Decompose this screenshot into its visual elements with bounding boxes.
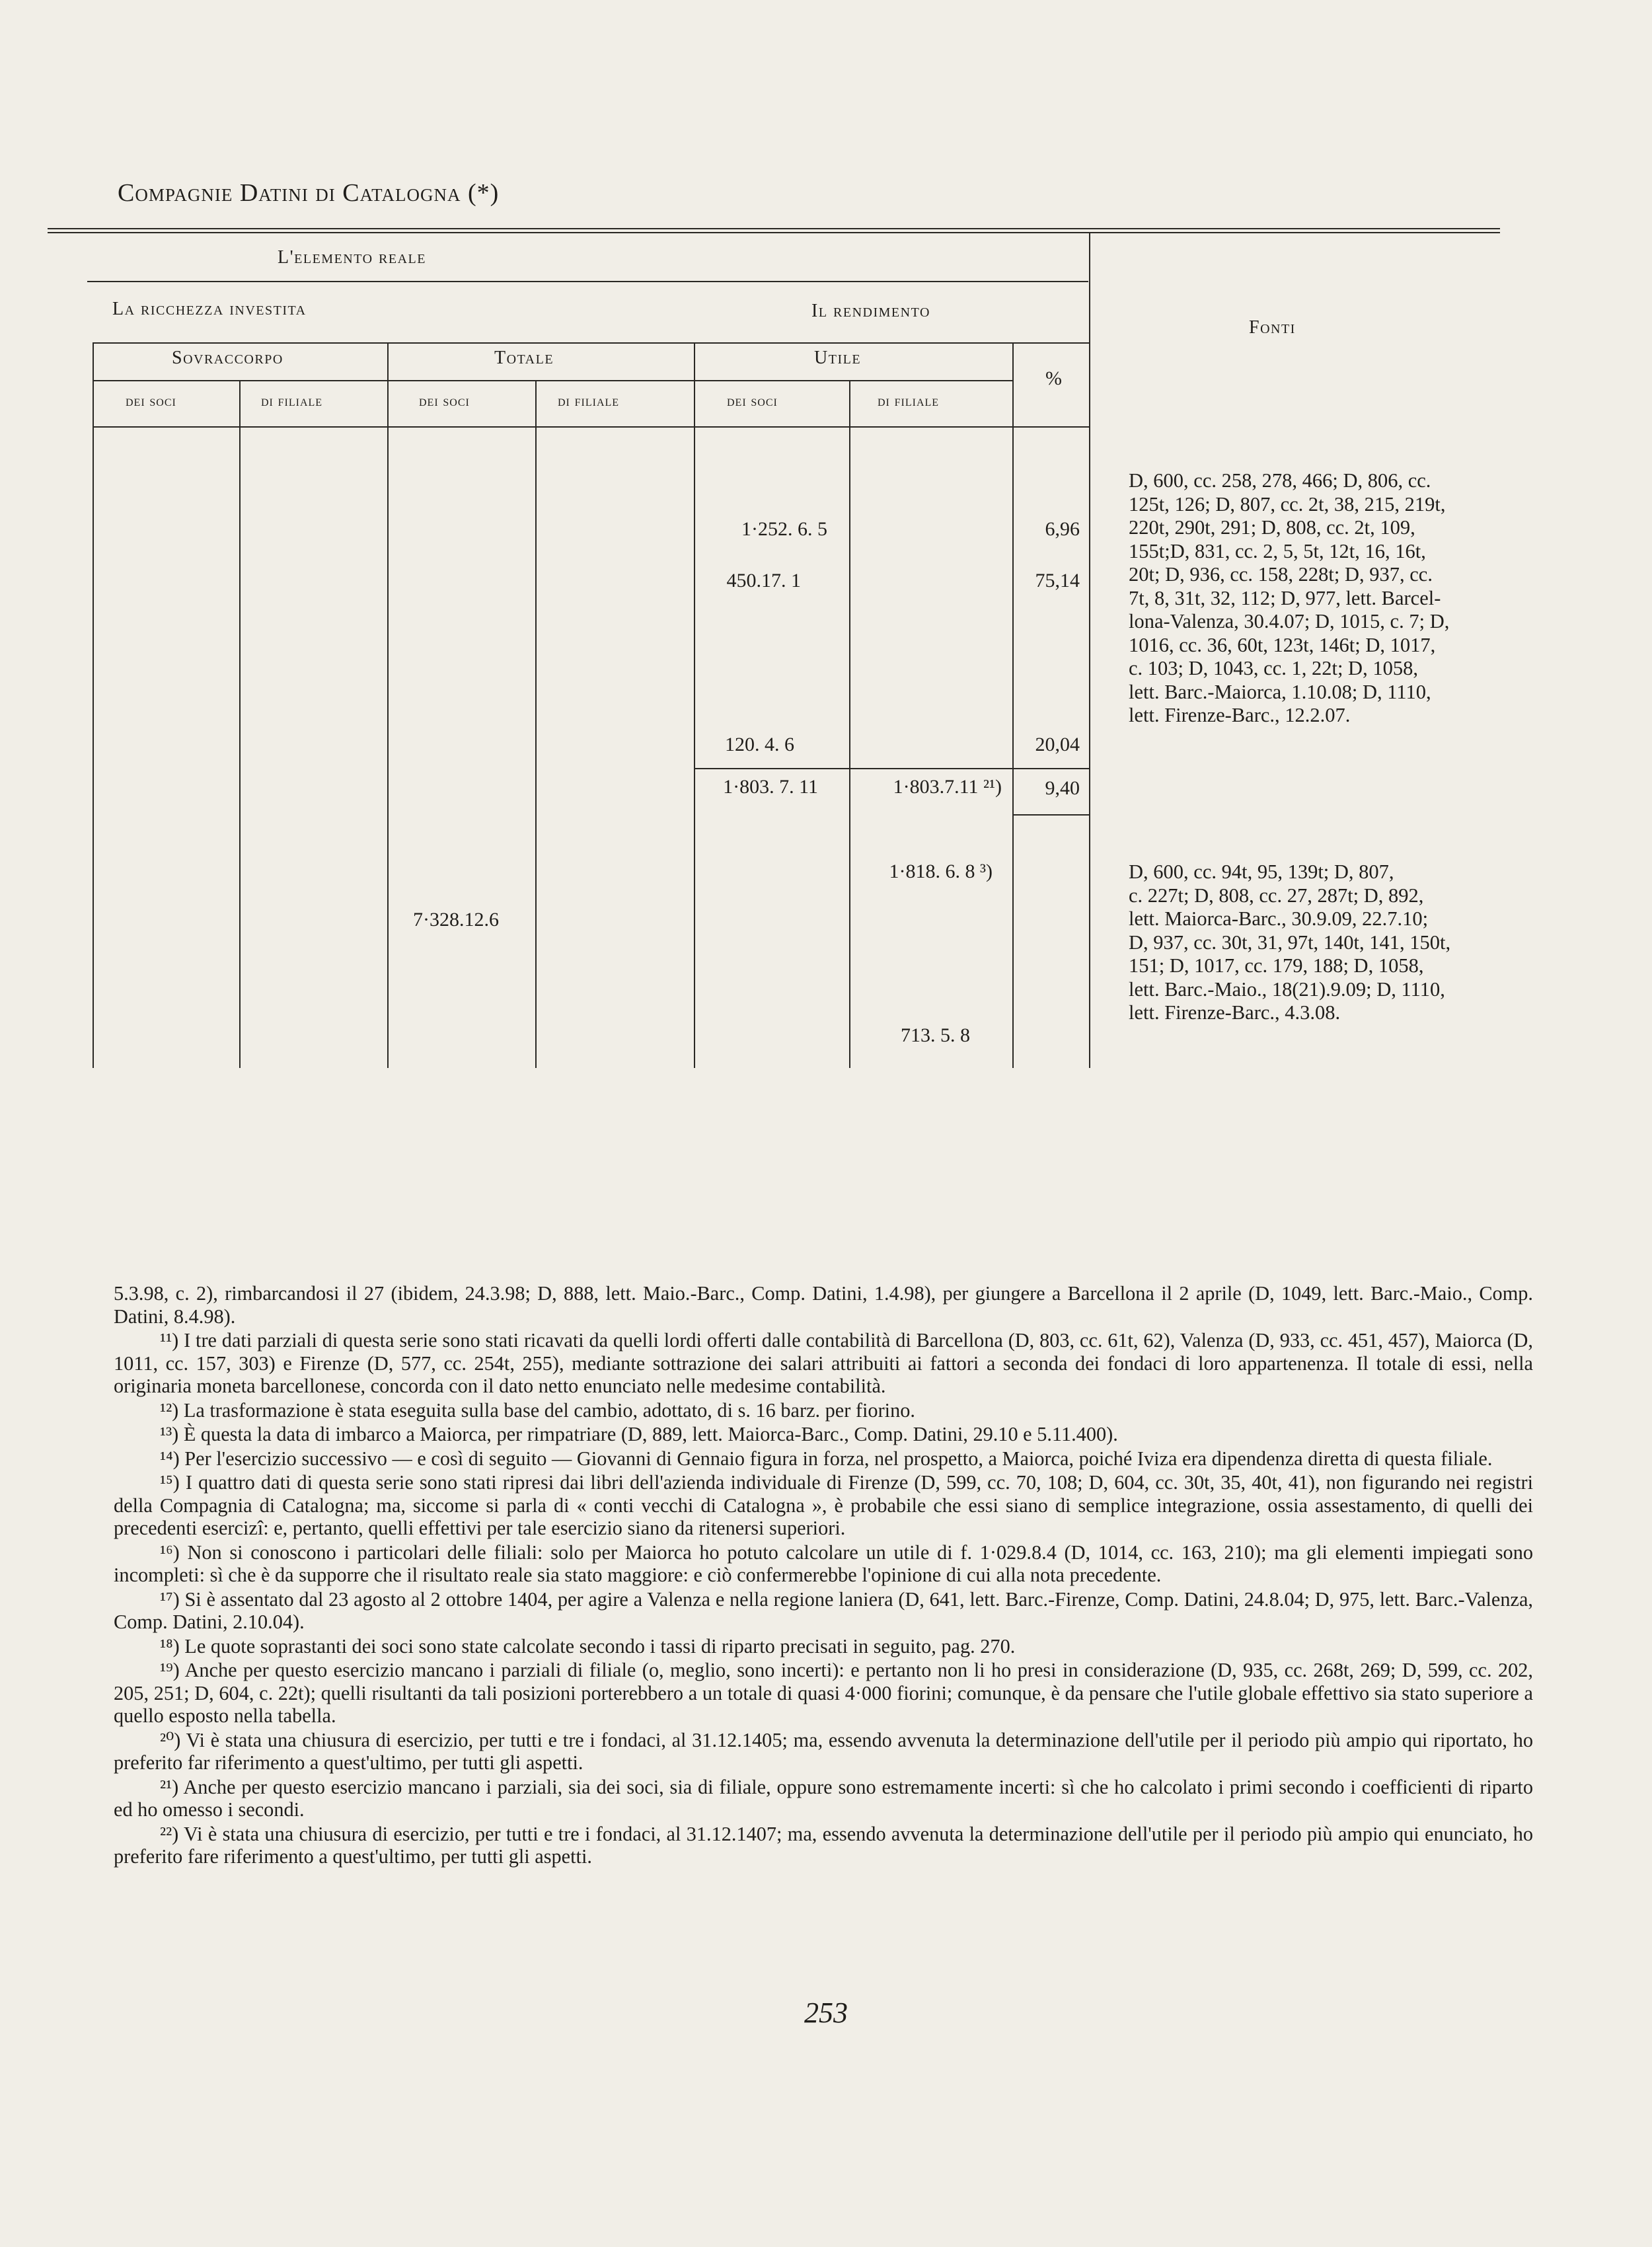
rule-under-level2: [93, 342, 1090, 344]
rule-under-level3: [93, 380, 1012, 381]
rule-pct-2: [1012, 814, 1089, 816]
pct-2: 75,14: [1035, 570, 1080, 591]
footnote: ¹⁸) Le quote soprastanti dei soci sono state calcolate secondo i tassi di riparto precisati in seguito, pag. 270.: [160, 1634, 1016, 1657]
rule-utile-1: [694, 768, 1012, 769]
fonti-line: 125t, 126; D, 807, cc. 2t, 38, 215, 219t,: [1129, 492, 1446, 515]
fonti-line: lett. Barc.-Maio., 18(21).9.09; D, 1110,: [1129, 977, 1445, 1001]
vrule-2: [387, 342, 389, 1068]
col-sovraccorpo-filiale: di filiale: [261, 393, 323, 409]
utile-filiale-5: 1·818. 6. 8 ³): [889, 860, 993, 882]
footnote: ²²) Vi è stata una chiusura di esercizio, per tutti e tre i fondaci, al 31.12.1407; ma, essendo avvenuta la determinazione dell'utile per il periodo più ampio qui enunciato, ho preferito fare riferimento a quest'ultimo, per tutti gli aspetti.: [114, 1822, 1533, 1868]
footnote: ²¹) Anche per questo esercizio mancano i parziali, sia dei soci, sia di filiale, oppure sono estremamente incerti: sì che ho calcolato i primi secondo i coefficienti di riparto ed ho omesso i secondi.: [114, 1775, 1533, 1821]
utile-soci-3: 120. 4. 6: [725, 734, 794, 755]
header-totale: Totale: [494, 348, 554, 368]
fonti-line: lona-Valenza, 30.4.07; D, 1015, c. 7; D,: [1129, 610, 1450, 632]
footnote: ¹⁹) Anche per questo esercizio mancano i parziali di filiale (o, meglio, sono incerti): e pertanto non li ho presi in considerazione (D, 935, cc. 268t, 269; D, 599, cc. 202, 205, 251; D, 604, c. 22t); quelli risultanti da tali posizioni porterebbero a un totale di quasi 4·000 fiorini; comunque, è da pensare che l'utile globale effettivo sia stato superiore a quello esposto nella tabella.: [114, 1659, 1533, 1727]
fonti-line: 151; D, 1017, cc. 179, 188; D, 1058,: [1129, 954, 1424, 977]
fonti-line: lett. Barc.-Maiorca, 1.10.08; D, 1110,: [1129, 680, 1431, 703]
vrule-3: [535, 381, 537, 1068]
header-sovraccorpo: Sovraccorpo: [172, 348, 283, 368]
col-totale-filiale: di filiale: [558, 393, 620, 409]
col-totale-soci: dei soci: [419, 393, 470, 409]
col-utile-filiale: di filiale: [878, 393, 940, 409]
fonti-line: 20t; D, 936, cc. 158, 228t; D, 937, cc.: [1129, 563, 1433, 586]
fonti-line: 1016, cc. 36, 60t, 123t, 146t; D, 1017,: [1129, 633, 1436, 656]
footnotes: [114, 1282, 1533, 1870]
utile-soci-1: 1·252. 6. 5: [741, 518, 827, 540]
header-rendimento: Il rendimento: [811, 301, 930, 321]
footnote: ¹⁶) Non si conoscono i particolari delle filiali: solo per Maiorca ho potuto calcolare un utile di f. 1·029.8.4 (D, 1014, cc. 163, 210); ma gli elementi impiegati sono incompleti: sì che è da supporre che il risultato reale sia stato maggiore: e ciò confermerebbe l'opinione di cui alla nota precedente.: [114, 1541, 1533, 1586]
vrule-left: [93, 342, 94, 1068]
fonti-line: lett. Maiorca-Barc., 30.9.09, 22.7.10;: [1129, 907, 1429, 930]
page-number: 253: [804, 1997, 848, 2029]
fonti-line: 155t;D, 831, cc. 2, 5, 5t, 12t, 16, 16t,: [1129, 539, 1426, 562]
rule-under-elemento: [87, 281, 1088, 282]
vrule-4: [694, 342, 695, 1068]
col-sovraccorpo-soci: dei soci: [126, 393, 176, 409]
pct-3: 20,04: [1035, 734, 1080, 755]
utile-filiale-6: 713. 5. 8: [901, 1024, 970, 1046]
table-top-rule: [48, 228, 1500, 229]
header-fonti: Fonti: [1249, 317, 1296, 338]
fonti-line: lett. Firenze-Barc., 4.3.08.: [1129, 1001, 1341, 1024]
header-ricchezza: La ricchezza investita: [112, 299, 307, 319]
footnote: ¹³) È questa la data di imbarco a Maiorca, per rimpatriare (D, 889, lett. Maiorca-Barc., Comp. Datini, 29.10 e 5.11.400).: [160, 1423, 1118, 1445]
utile-filiale-4: 1·803.7.11 ²¹): [893, 776, 1002, 798]
vrule-6: [1012, 342, 1014, 1068]
header-utile: Utile: [814, 348, 862, 368]
utile-soci-2: 450.17. 1: [726, 570, 801, 591]
fonti-line: D, 600, cc. 258, 278, 466; D, 806, cc.: [1129, 469, 1431, 492]
fonti-block-2: [1129, 860, 1507, 1025]
header-percent: %: [1045, 367, 1062, 389]
fonti-line: 7t, 8, 31t, 32, 112; D, 977, lett. Barcel-: [1129, 586, 1441, 609]
col-utile-soci: dei soci: [727, 393, 778, 409]
vrule-fonti: [1089, 233, 1090, 1068]
footnote: ¹¹) I tre dati parziali di questa serie sono stati ricavati da quelli lordi offerti dalle contabilità di Barcellona (D, 803, cc. 61t, 62), Valenza (D, 933, cc. 451, 457), Maiorca (D, 1011, cc. 157, 303) e Firenze (D, 577, cc. 254t, 255), mediante sottrazione dei salari attribuiti ai fattori a seconda dei fondaci di loro appartenenza. Il totale di essi, nella originaria moneta barcellonese, concorda con il dato netto enunciato nelle medesime contabilità.: [114, 1329, 1533, 1397]
pct-4: 9,40: [1045, 777, 1080, 799]
vrule-1: [239, 381, 241, 1068]
page-title: Compagnie Datini di Catalogna (*): [118, 179, 500, 207]
fonti-line: lett. Firenze-Barc., 12.2.07.: [1129, 704, 1351, 726]
vrule-5: [849, 381, 850, 1068]
footnote: ¹²) La trasformazione è stata eseguita sulla base del cambio, adottato, di s. 16 barz. per fiorino.: [160, 1398, 915, 1422]
footnote: ²⁰) Vi è stata una chiusura di esercizio, per tutti e tre i fondaci, al 31.12.1405; ma, essendo avvenuta la determinazione dell'utile per il periodo più ampio qui riportato, ho preferito far riferimento a quest'ultimo, per tutti gli aspetti.: [114, 1728, 1533, 1774]
footnote: ¹⁵) I quattro dati di questa serie sono stati ripresi dai libri dell'azienda individuale di Firenze (D, 599, cc. 70, 108; D, 604, cc. 30t, 35, 40t, 41), non figurando nei registri della Compagnia di Catalogna; ma, siccome si parla di « conti vecchi di Catalogna », è probabile che essi siano di semplice integrazione, ossia assestamento, di quelli dei precedenti esercizî: e, pertanto, quelli effettivi per tale esercizio siano da ritenersi superiori.: [114, 1471, 1533, 1539]
rule-under-subheaders: [93, 426, 1090, 428]
footnote: ¹⁷) Si è assentato dal 23 agosto al 2 ottobre 1404, per agire a Valenza e nella regione laniera (D, 641, lett. Barc.-Firenze, Comp. Datini, 24.8.04; D, 975, lett. Barc.-Valenza, Comp. Datini, 2.10.04).: [114, 1587, 1533, 1633]
pct-1: 6,96: [1045, 518, 1080, 540]
fonti-line: D, 937, cc. 30t, 31, 97t, 140t, 141, 150t,: [1129, 931, 1451, 954]
footnote: ¹⁴) Per l'esercizio successivo — e così di seguito — Giovanni di Gennaio figura in forza, nel prospetto, a Maiorca, poiché Iviza era dipendenza diretta di questa filiale.: [160, 1447, 1493, 1470]
footnote: 5.3.98, c. 2), rimbarcandosi il 27 (ibidem, 24.3.98; D, 888, lett. Maio.-Barc., Comp. Datini, 1.4.98), per giungere a Barcellona il 2 aprile (D, 1049, lett. Barc.-Maio., Comp. Datini, 8.4.98).: [114, 1282, 1533, 1328]
utile-soci-4: 1·803. 7. 11: [723, 776, 818, 798]
header-elemento-reale: L'elemento reale: [278, 247, 426, 268]
fonti-line: c. 227t; D, 808, cc. 27, 287t; D, 892,: [1129, 884, 1424, 907]
table-top-rule-2: [48, 232, 1500, 233]
rule-pct-1: [1012, 768, 1089, 769]
fonti-line: 220t, 290t, 291; D, 808, cc. 2t, 109,: [1129, 516, 1415, 539]
fonti-line: D, 600, cc. 94t, 95, 139t; D, 807,: [1129, 860, 1394, 883]
fonti-line: c. 103; D, 1043, cc. 1, 22t; D, 1058,: [1129, 657, 1418, 679]
totale-soci-1: 7·328.12.6: [413, 909, 499, 931]
fonti-block-1: [1129, 469, 1507, 728]
